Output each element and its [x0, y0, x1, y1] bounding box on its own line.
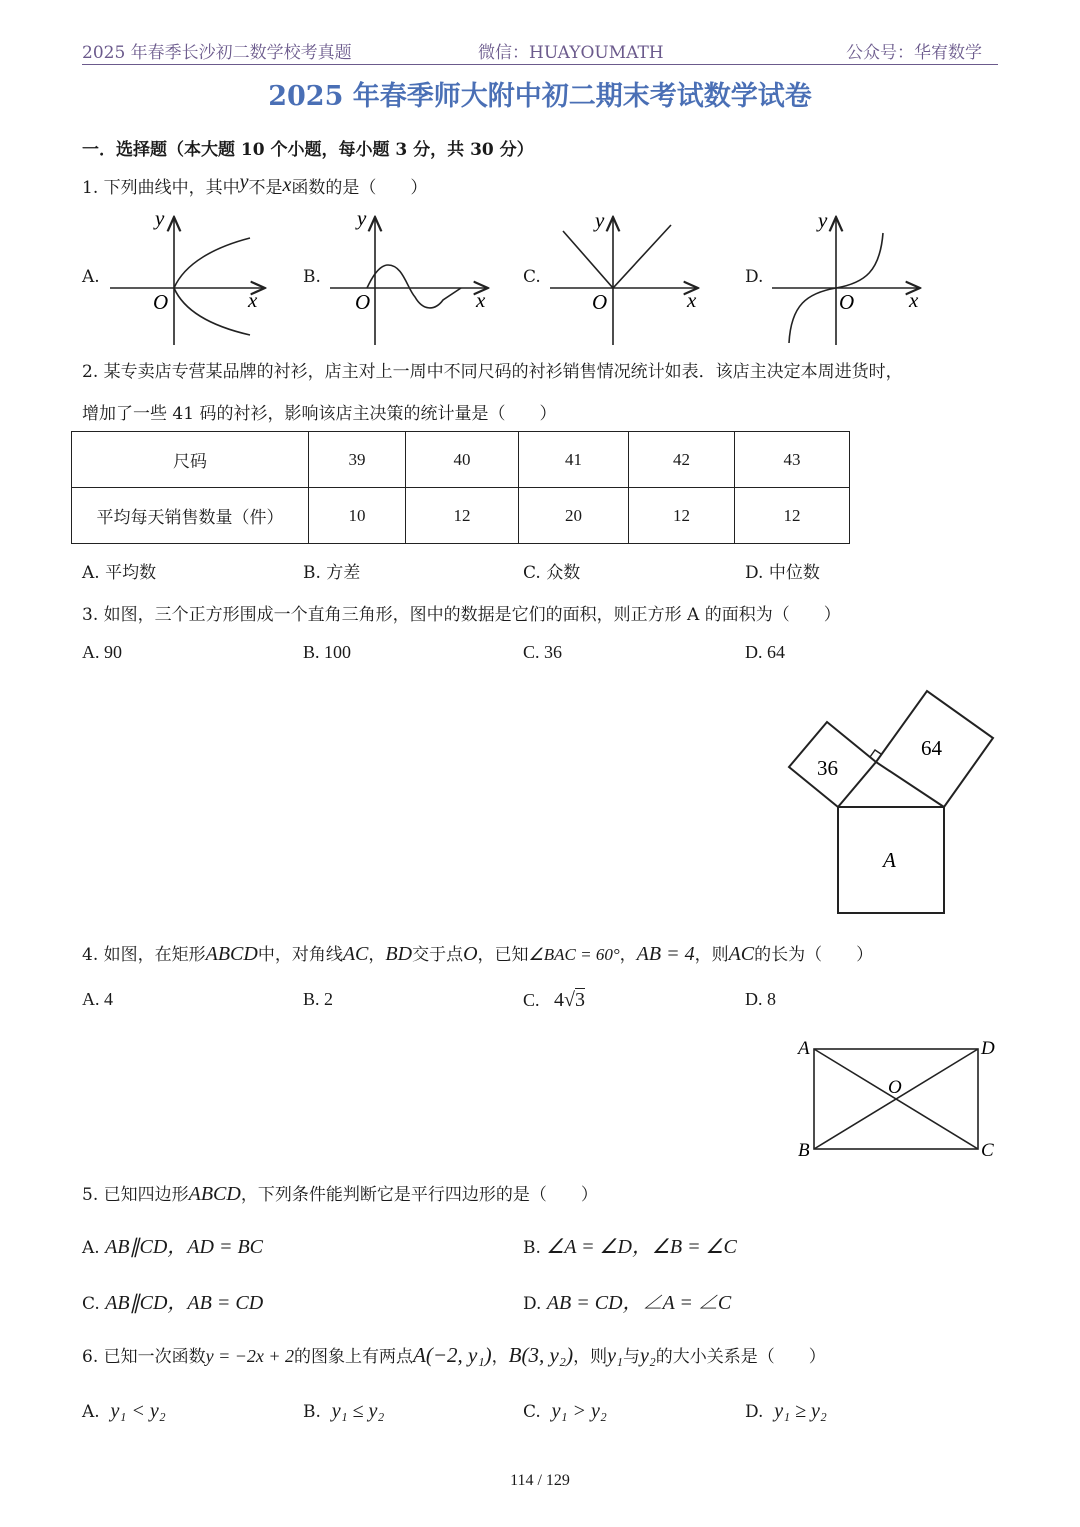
q1b-origin: O: [355, 290, 371, 314]
table-cell: 12: [735, 488, 850, 544]
table-header-count: 平均每天销售数量（件）: [72, 488, 309, 544]
q2-option-c: C. 众数: [523, 563, 581, 583]
q4-text: ，已知: [477, 945, 529, 965]
q4-option-c-radicand: 3: [575, 989, 585, 1011]
header-left: 2025 年春季长沙初二数学校考真题: [82, 43, 352, 63]
q6-math: y₂: [639, 1345, 656, 1367]
table-cell: 12: [629, 488, 735, 544]
q1-graph-a: [105, 205, 275, 350]
q4-option-d: D. 8: [745, 989, 776, 1009]
question-6: [82, 1342, 826, 1368]
q4-math: AC: [342, 943, 369, 965]
q3-squares-figure: [780, 685, 1000, 920]
q4-math: AC: [728, 943, 755, 965]
q4-math: ABCD: [205, 943, 258, 965]
q6-option-d: D. y₁ ≥ y₂: [745, 1400, 827, 1422]
q5-text: ，下列条件能判断它是平行四边形的是（ ）: [240, 1185, 598, 1205]
q4-math: AB = 4: [636, 943, 695, 965]
q1c-origin: O: [592, 290, 608, 314]
q1d-axis-y: y: [818, 208, 828, 232]
q4-math: ∠BAC = 60°: [528, 945, 620, 964]
q1-graph-d: [767, 205, 937, 350]
q6-option-c: C. y₁ > y₂: [523, 1400, 607, 1422]
q4-option-c: [523, 989, 585, 1012]
q3-option-d: D. 64: [745, 642, 785, 662]
q2-option-b: B. 方差: [303, 563, 361, 583]
q1d-origin: O: [839, 290, 855, 314]
q6-text: ，: [491, 1347, 509, 1367]
q6-math: y₁: [607, 1345, 623, 1367]
q1c-axis-y: y: [595, 208, 605, 232]
question-2-line-1: 2. 某专卖店专营某品牌的衬衫，店主对上一周中不同尺码的衬衫销售情况统计如表．该店主决定本周进货时，: [82, 362, 903, 382]
q3-area-64: 64: [921, 736, 942, 760]
q2-option-d: D. 中位数: [745, 563, 820, 583]
q1a-origin: O: [153, 290, 169, 314]
table-cell: 43: [735, 432, 850, 488]
table-cell: 20: [519, 488, 629, 544]
q1-graph-c: [545, 205, 715, 350]
q4-text: ，: [368, 945, 386, 965]
q1d-axis-x: x: [909, 288, 919, 312]
q3-option-c: C. 36: [523, 642, 563, 662]
table-cell: 12: [406, 488, 519, 544]
q5-option-d: D. AB = CD，∠A = ∠C: [523, 1292, 732, 1314]
q4-option-a: A. 4: [82, 989, 113, 1009]
sales-table: [71, 431, 850, 544]
q1-option-d-label: D.: [745, 267, 764, 287]
q6-math: B(3, y₂): [508, 1343, 574, 1367]
q6-text: 的大小关系是（ ）: [655, 1347, 826, 1367]
q4-vertex-c: C: [981, 1140, 994, 1161]
q4-text: 中，对角线: [257, 945, 343, 965]
question-1: [82, 173, 427, 199]
table-row: [72, 432, 850, 488]
q4-text: 4. 如图，在矩形: [82, 945, 206, 965]
q4-text: 交于点: [412, 945, 464, 965]
q1-var-x: x: [282, 174, 292, 196]
q1a-axis-y: y: [155, 206, 165, 230]
q6-text: ，则: [573, 1347, 608, 1367]
q6-text: 的图象上有两点: [294, 1347, 414, 1367]
q1-text-post: 函数的是（ ）: [291, 178, 428, 198]
header-center: 微信：HUAYOUMATH: [478, 43, 664, 63]
header-right: 公众号：华宥数学: [846, 43, 982, 63]
question-2-line-2: 增加了一些 41 码的衬衫，影响该店主决策的统计量是（ ）: [82, 404, 557, 424]
q6-text: 与: [622, 1347, 640, 1367]
question-4: [82, 940, 873, 966]
question-5: [82, 1180, 598, 1206]
section-heading: 一．选择题（本大题 10 个小题，每小题 3 分，共 30 分）: [82, 140, 534, 160]
q5-option-c: C. AB∥CD，AB = CD: [82, 1292, 264, 1314]
q3-option-b: B. 100: [303, 642, 352, 662]
q1-option-a-label: A.: [82, 267, 100, 287]
q4-center-o: O: [888, 1077, 902, 1098]
q4-text: 的长为（ ）: [754, 945, 874, 965]
q1-option-b-label: B.: [303, 267, 321, 287]
q3-option-a: A. 90: [82, 642, 122, 662]
table-cell: 42: [629, 432, 735, 488]
q6-math: A(−2, y₁): [413, 1343, 492, 1367]
q4-math: BD: [385, 943, 413, 965]
q1b-axis-y: y: [357, 206, 367, 230]
q5-math: ABCD: [188, 1183, 241, 1205]
page-number: 114 / 129: [510, 1472, 570, 1489]
q1b-axis-x: x: [476, 288, 486, 312]
q4-vertex-d: D: [981, 1038, 995, 1059]
q6-text: 6. 已知一次函数: [82, 1347, 206, 1367]
q4-option-b: B. 2: [303, 989, 334, 1009]
header-divider: [82, 64, 998, 65]
q1a-axis-x: x: [248, 288, 258, 312]
q4-text: ，: [619, 945, 637, 965]
q4-vertex-a: A: [798, 1038, 810, 1059]
q1-option-c-label: C.: [523, 267, 541, 287]
q2-option-a: A. 平均数: [82, 563, 157, 583]
q5-text: 5. 已知四边形: [82, 1185, 189, 1205]
q1-text-pre: 1. 下列曲线中，其中: [82, 178, 240, 198]
q5-option-a: A. AB∥CD，AD = BC: [82, 1236, 264, 1258]
q6-option-a: A. y₁ < y₂: [82, 1400, 166, 1422]
table-cell: 10: [309, 488, 406, 544]
q4-option-c-label: C.: [523, 990, 540, 1010]
q5-option-b: B. ∠A = ∠D，∠B = ∠C: [523, 1236, 737, 1258]
table-cell: 40: [406, 432, 519, 488]
q1-text-mid: 不是: [248, 178, 283, 198]
table-cell: 39: [309, 432, 406, 488]
table-header-size: 尺码: [72, 432, 309, 488]
q4-vertex-b: B: [798, 1140, 810, 1161]
table-row: [72, 488, 850, 544]
q6-option-b: B. y₁ ≤ y₂: [303, 1400, 385, 1422]
q6-math: y = −2x + 2: [205, 1346, 295, 1366]
q4-text: ，则: [694, 945, 729, 965]
q4-option-c-coef: 4: [554, 989, 565, 1011]
q1c-axis-x: x: [687, 288, 697, 312]
page-title: 2025 年春季师大附中初二期末考试数学试卷: [268, 81, 812, 112]
q1-graph-b: [325, 205, 495, 350]
q1-var-y: y: [239, 171, 249, 193]
q4-rectangle-figure: [790, 1035, 1005, 1165]
question-3: 3. 如图，三个正方形围成一个直角三角形，图中的数据是它们的面积，则正方形 A 的面积为（ ）: [82, 605, 841, 625]
sqrt-icon: √: [564, 989, 575, 1011]
table-cell: 41: [519, 432, 629, 488]
q3-square-a: A: [883, 848, 896, 872]
q4-math: O: [463, 943, 478, 965]
q3-area-36: 36: [817, 756, 838, 780]
